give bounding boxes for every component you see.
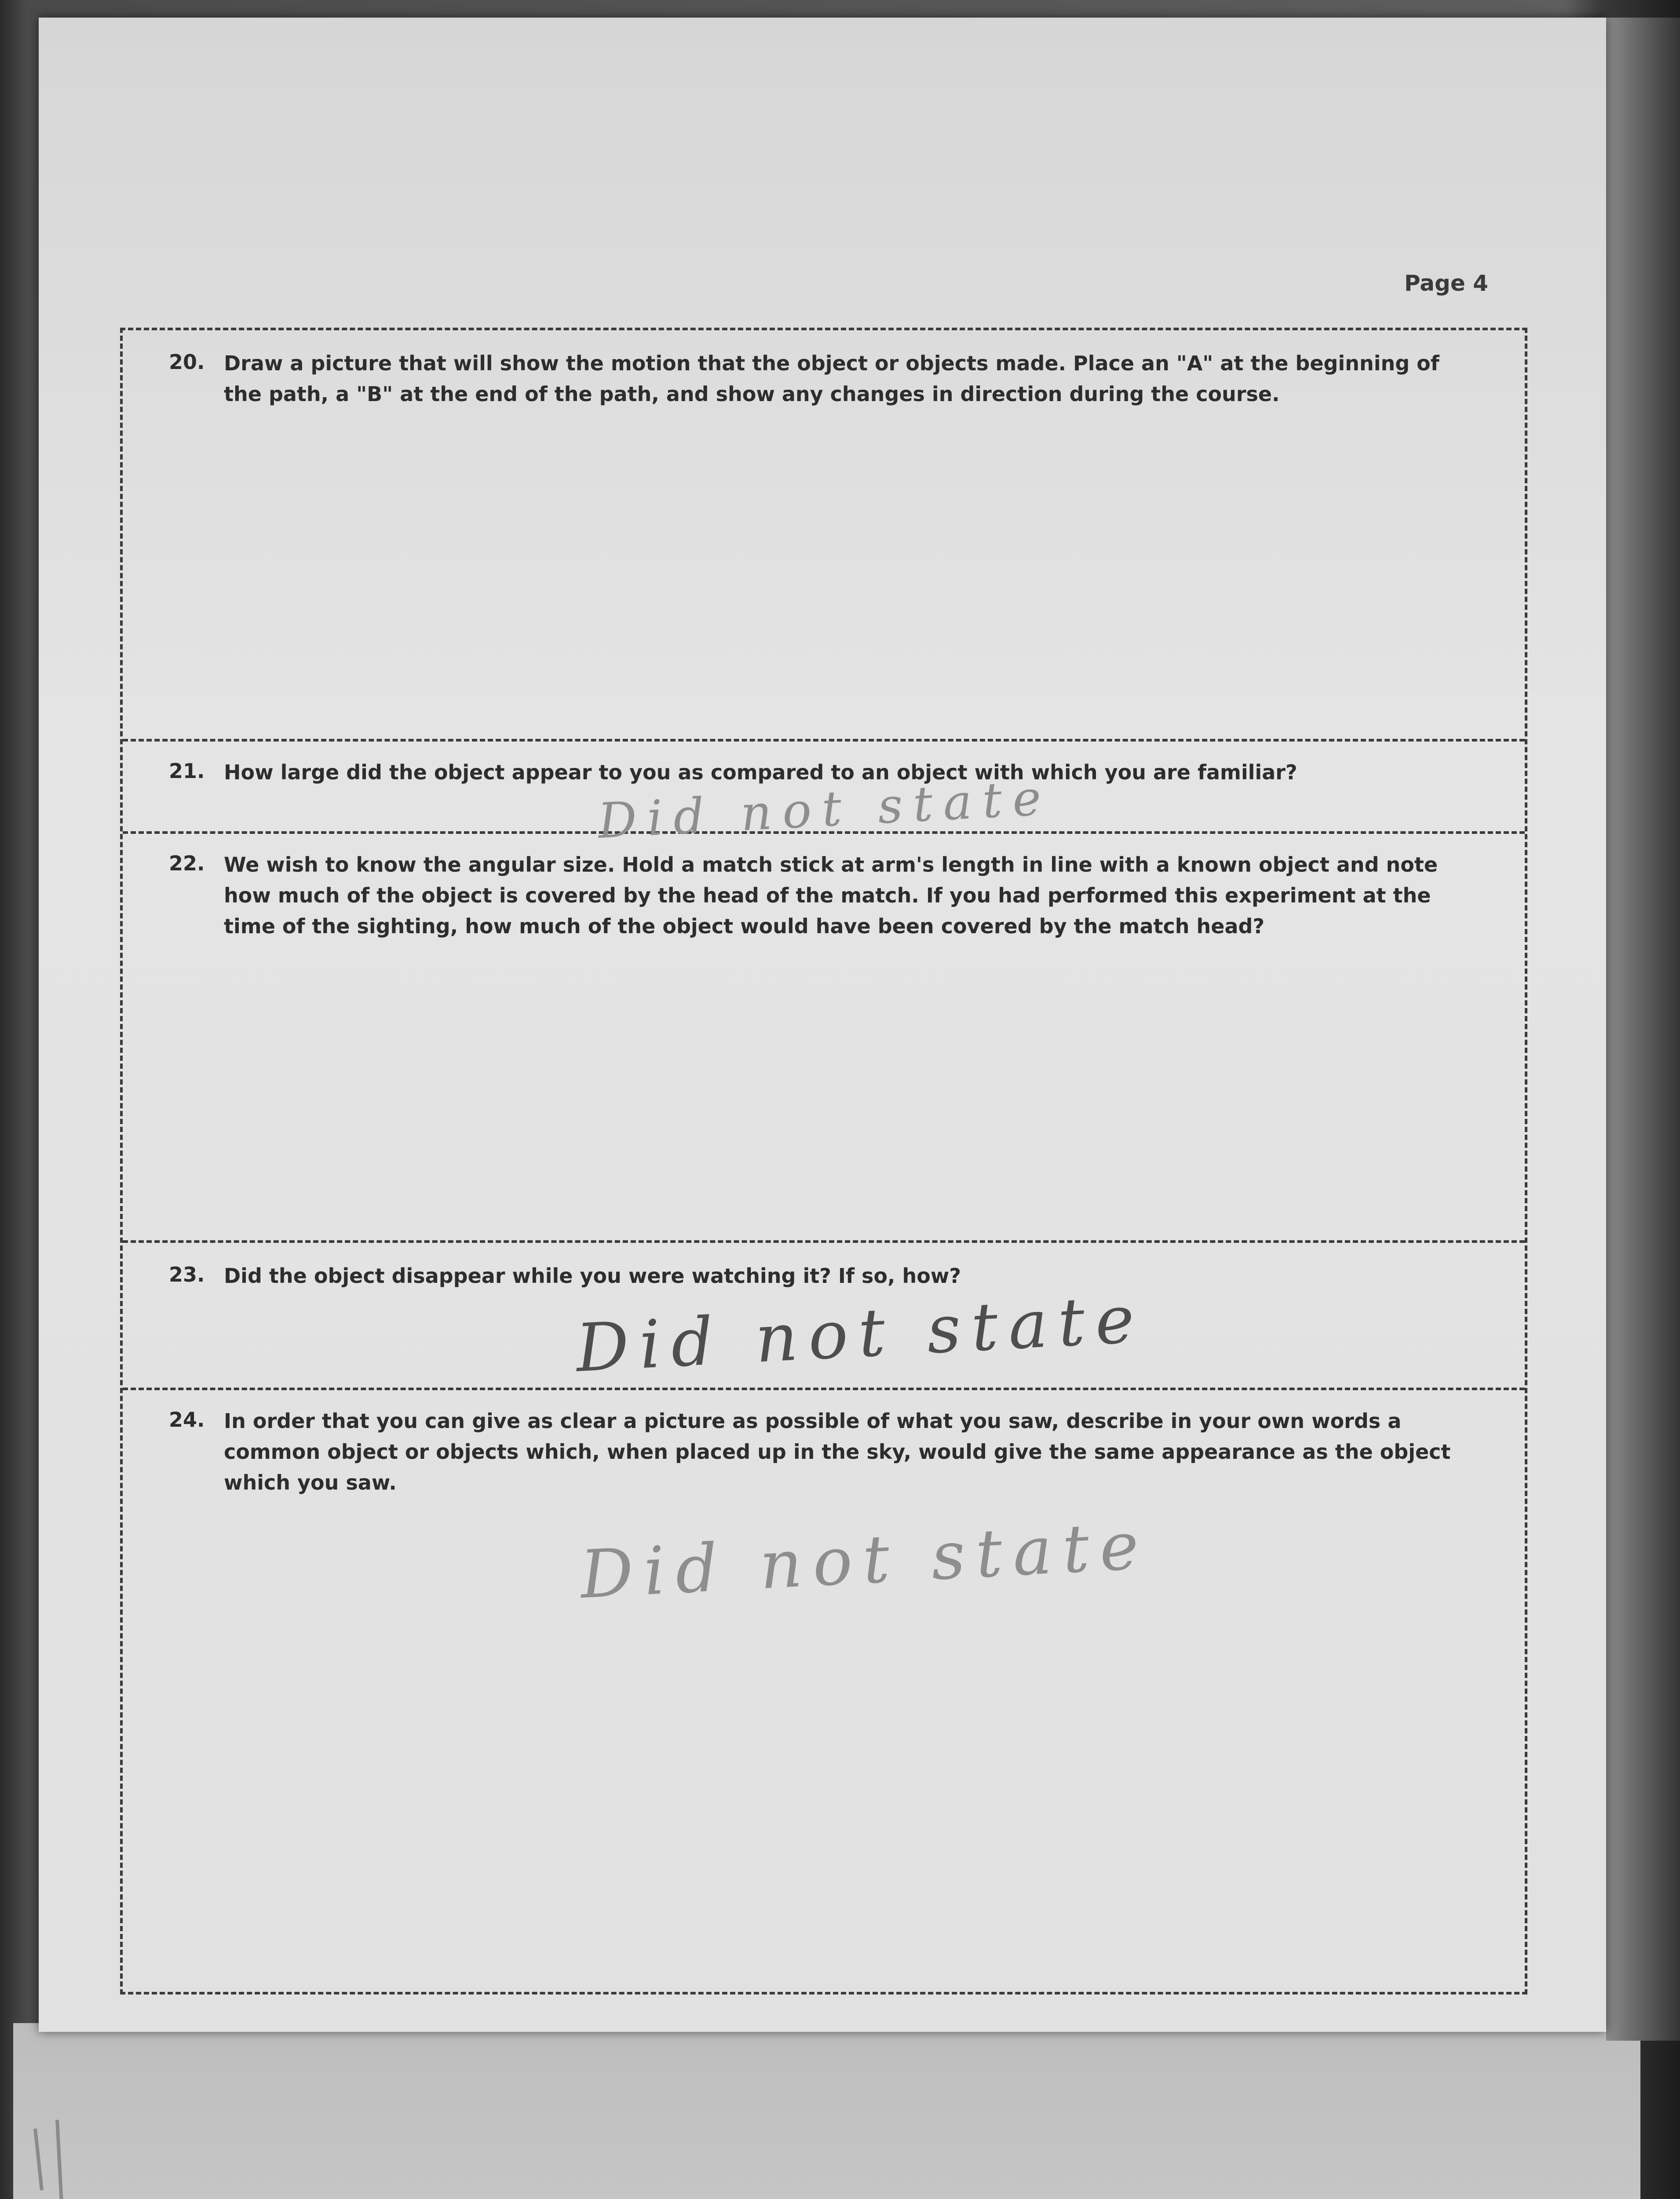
form-page — [39, 18, 1606, 2032]
question-text: We wish to know the angular size. Hold a match stick at arm's length in line with a known object and note how much of the object is covered by the head of the match. If you had performed this experiment at the time of the sighting, how much of the object would have been covered by the match head? — [224, 853, 1438, 938]
question-number: 22. — [169, 851, 205, 875]
drawing-area[interactable] — [149, 427, 1498, 730]
underlying-sheet — [13, 2023, 1640, 2199]
question-number: 20. — [169, 350, 205, 374]
handwritten-answer: Did not state — [578, 1507, 1151, 1614]
question-22 — [123, 834, 1525, 1243]
question-23 — [123, 1243, 1525, 1390]
question-24 — [123, 1390, 1525, 1993]
handwritten-answer: Did not state — [574, 1281, 1147, 1387]
pencil-marks — [18, 2102, 158, 2199]
question-number: 23. — [169, 1263, 205, 1286]
question-20 — [123, 330, 1525, 742]
page-number: Page 4 — [1404, 270, 1488, 296]
question-text: How large did the object appear to you as compared to an object with which you are familiar? — [224, 760, 1297, 784]
question-21 — [123, 742, 1525, 849]
handwritten-answer: Did not state — [596, 769, 1053, 849]
question-text: Did the object disappear while you were watching it? If so, how? — [224, 1264, 961, 1288]
question-number: 24. — [169, 1408, 205, 1432]
questionnaire-form — [120, 328, 1527, 1994]
question-number: 21. — [169, 759, 205, 783]
question-text: Draw a picture that will show the motion that the object or objects made. Place an "A" at the beginning of the path, a "B" at the end of the path, and show any changes in direction during the course. — [224, 351, 1439, 406]
page-edge-shadow — [1606, 18, 1680, 2041]
question-text: In order that you can give as clear a picture as possible of what you saw, describe in your own words a common object or objects which, when placed up in the sky, would give the same appearance as the object which you saw. — [224, 1409, 1451, 1494]
